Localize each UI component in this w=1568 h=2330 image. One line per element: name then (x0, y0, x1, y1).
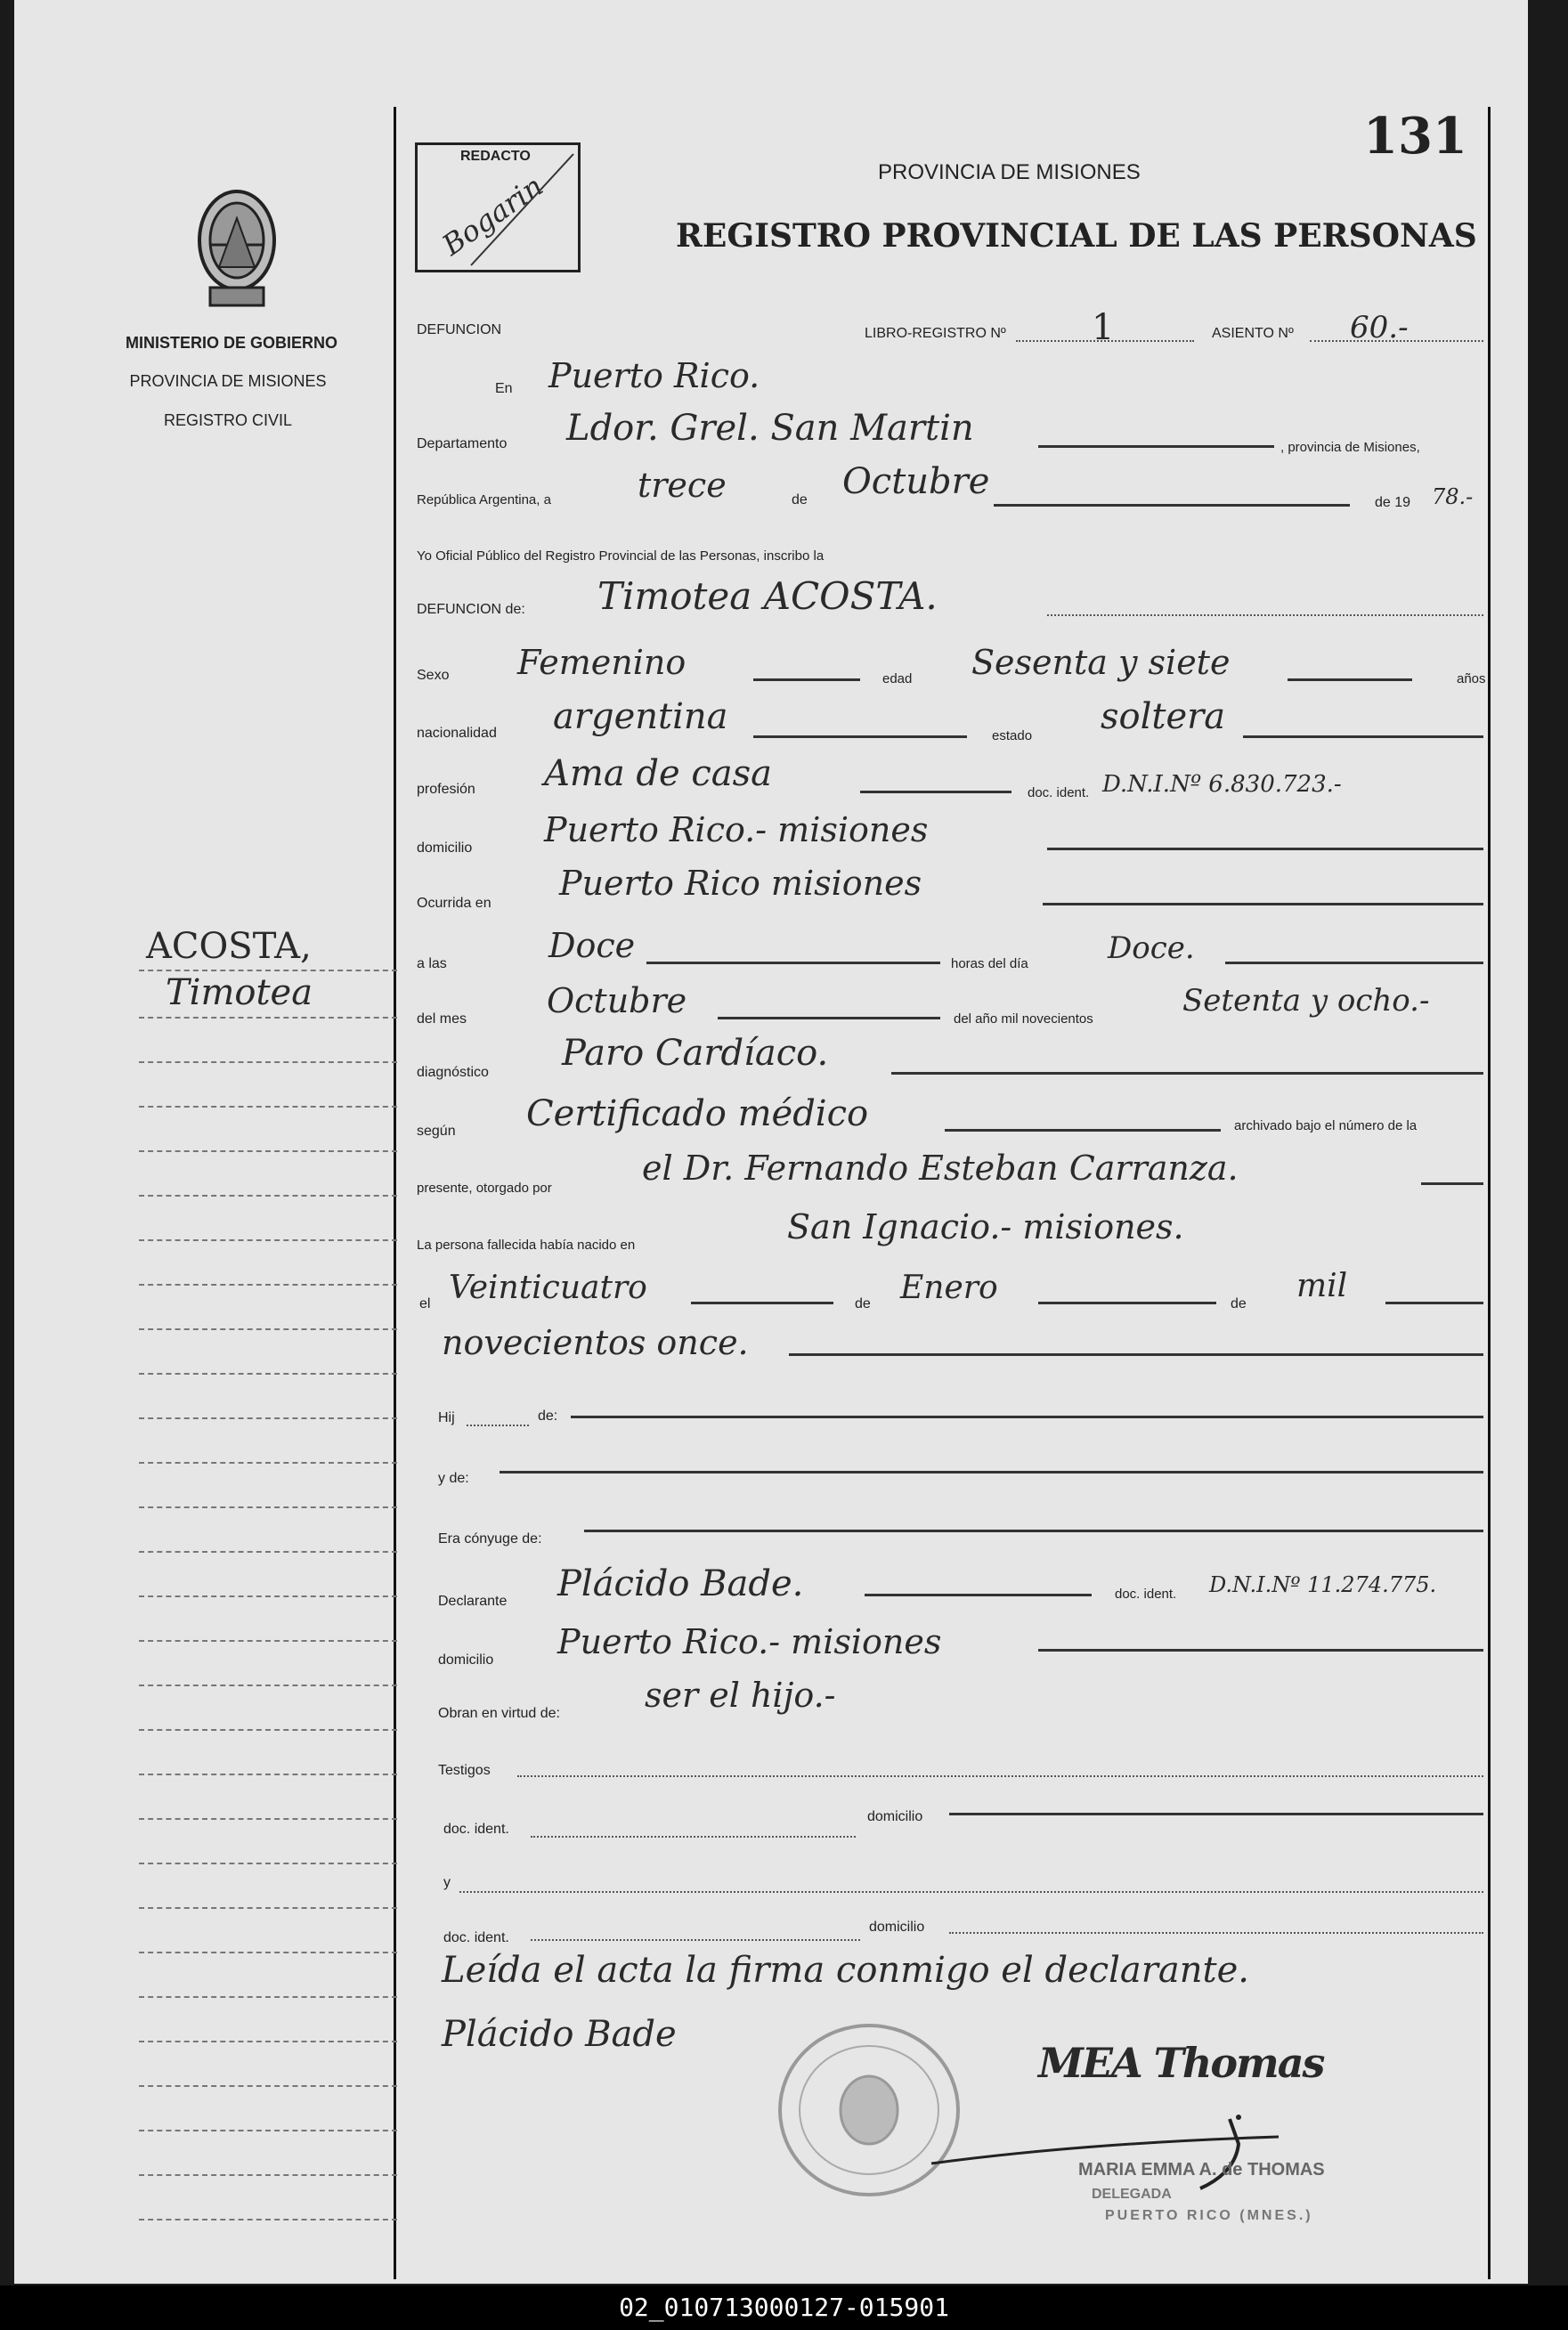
margin-given-name: Timotea (166, 972, 313, 1013)
horas-value: Doce. (1108, 930, 1195, 966)
a-las-line (646, 962, 940, 964)
margin-rule (139, 1551, 397, 1553)
margin-rule (139, 1863, 397, 1864)
stamp-name: MARIA EMMA A. de THOMAS (1078, 2160, 1325, 2180)
margin-rule (139, 1017, 397, 1019)
margin-rule (139, 1195, 397, 1197)
diagnostico-label: diagnóstico (417, 1065, 489, 1080)
doc-ident4-line (531, 1939, 860, 1941)
margin-rule (139, 1506, 397, 1508)
doc-ident-label: doc. ident. (1028, 785, 1090, 800)
margin-rule (139, 1284, 397, 1286)
del-ano-value: Setenta y ocho.- (1182, 983, 1430, 1019)
de2-label: de (855, 1296, 871, 1311)
civil-registry-label: REGISTRO CIVIL (163, 411, 293, 429)
signature-stroke (922, 2101, 1296, 2199)
de3-label: de (1231, 1296, 1247, 1311)
left-rule (394, 107, 396, 2279)
hij-line (467, 1425, 529, 1426)
domicilio2-label: domicilio (438, 1652, 494, 1668)
de3-value: mil (1296, 1268, 1348, 1304)
doc-ident2-value: D.N.I.Nº 11.274.775. (1209, 1572, 1437, 1597)
ministry-label: MINISTERIO DE GOBIERNO (126, 334, 338, 352)
domicilio4-line (949, 1932, 1483, 1934)
declarante-line (865, 1594, 1092, 1596)
estado-line (1243, 735, 1483, 738)
departamento-label: Departamento (417, 436, 508, 451)
defuncion-de-value: Timotea ACOSTA. (597, 574, 938, 618)
defuncion-de-label: DEFUNCION de: (417, 602, 525, 617)
diagnostico-value: Paro Cardíaco. (562, 1033, 829, 1074)
ocurrida-label: Ocurrida en (417, 896, 492, 911)
margin-rule (139, 970, 397, 971)
ocurrida-line (1043, 903, 1483, 905)
nacionalidad-label: nacionalidad (417, 726, 497, 741)
mes-line (994, 504, 1350, 507)
left-province-label: PROVINCIA DE MISIONES (129, 372, 327, 390)
right-rule (1488, 107, 1491, 2279)
sexo-value: Femenino (517, 643, 687, 682)
anio-value: 78.- (1432, 484, 1474, 509)
testigos-label: Testigos (438, 1763, 491, 1778)
page-number: 131 (1363, 107, 1467, 166)
margin-rule (139, 1150, 397, 1152)
yo-oficial-text: Yo Oficial Público del Registro Provincial de las Personas, inscribo la (417, 548, 825, 564)
declarante-label: Declarante (438, 1594, 508, 1609)
presente-label: presente, otorgado por (417, 1181, 552, 1196)
del-mes-value: Octubre (547, 981, 687, 1020)
profesion-label: profesión (417, 782, 475, 797)
margin-rule (139, 1907, 397, 1909)
edad-line (1288, 678, 1412, 681)
stamp-title: DELEGADA (1092, 2187, 1172, 2202)
presente-value: el Dr. Fernando Esteban Carranza. (642, 1149, 1239, 1188)
de2-line (1038, 1302, 1216, 1304)
segun-line (945, 1129, 1221, 1132)
doc-ident2-label: doc. ident. (1115, 1587, 1177, 1602)
margin-rule (139, 1818, 397, 1820)
profesion-value: Ama de casa (544, 753, 772, 794)
presente-line (1421, 1182, 1483, 1185)
nacido-value: San Ignacio.- misiones. (787, 1207, 1184, 1246)
margin-rule (139, 1774, 397, 1775)
del-mes-line (718, 1017, 940, 1019)
margin-rule (139, 1328, 397, 1330)
margin-surname: ACOSTA, (146, 926, 312, 967)
declarante-value: Plácido Bade. (557, 1563, 804, 1604)
margin-rule (139, 1685, 397, 1686)
obran-label: Obran en virtud de: (438, 1706, 560, 1721)
y-de-label: y de: (438, 1471, 469, 1486)
header-province: PROVINCIA DE MISIONES (878, 160, 1141, 184)
profesion-line (860, 791, 1011, 793)
asiento-line (1310, 340, 1483, 342)
margin-rule (139, 1239, 397, 1241)
departamento-value: Ldor. Grel. San Martin (566, 408, 974, 449)
y-label: y (443, 1875, 451, 1890)
dia-value: trece (638, 466, 727, 505)
a-las-value: Doce (548, 926, 636, 965)
estado-label: estado (992, 728, 1033, 743)
official-signature: MEA Thomas (1038, 2039, 1324, 2087)
departamento-line (1038, 445, 1274, 448)
de-label: de (792, 492, 808, 507)
libro-line (1016, 340, 1194, 342)
domicilio2-line (1038, 1649, 1483, 1652)
province-emblem-icon (183, 183, 290, 316)
asiento-label: ASIENTO Nº (1212, 326, 1294, 341)
margin-rule (139, 1595, 397, 1597)
de2-value: Enero (900, 1270, 998, 1306)
margin-rule (139, 2219, 397, 2220)
libro-label: LIBRO-REGISTRO Nº (865, 326, 1006, 341)
en-value: Puerto Rico. (548, 356, 760, 395)
margin-rule (139, 2041, 397, 2042)
en-label: En (495, 381, 513, 396)
margin-rule (139, 1996, 397, 1998)
margin-rule (139, 2130, 397, 2131)
doc-ident4-label: doc. ident. (443, 1930, 509, 1945)
sexo-label: Sexo (417, 668, 450, 683)
edad-value: Sesenta y siete (971, 643, 1231, 682)
margin-rule (139, 1417, 397, 1419)
margin-rule (139, 1952, 397, 1953)
redacto-diagonal (418, 145, 578, 270)
margin-rule (139, 1640, 397, 1642)
conyuge-line (584, 1530, 1483, 1532)
margin-rule (139, 1106, 397, 1108)
y-line (459, 1891, 1483, 1893)
scan-identifier: 02_010713000127-015901 (0, 2285, 1568, 2330)
doc-ident3-line (531, 1836, 856, 1838)
defuncion-label: DEFUNCION (417, 322, 502, 337)
segun-label: según (417, 1124, 456, 1139)
segun-value: Certificado médico (526, 1093, 869, 1134)
el-label: el (419, 1296, 431, 1311)
margin-rule (139, 2174, 397, 2176)
provincia-label: , provincia de Misiones, (1280, 440, 1420, 455)
domicilio3-line (949, 1813, 1483, 1815)
novecientos-value: novecientos once. (442, 1323, 749, 1362)
a-las-label: a las (417, 956, 447, 971)
hij-label: Hij (438, 1410, 455, 1425)
ocurrida-value: Puerto Rico misiones (559, 864, 922, 903)
de3-line (1385, 1302, 1483, 1304)
domicilio3-label: domicilio (867, 1809, 923, 1824)
redacto-label: REDACTO (460, 149, 531, 164)
mes-value: Octubre (842, 461, 990, 502)
conyuge-label: Era cónyuge de: (438, 1531, 542, 1547)
anio-label: de 19 (1375, 495, 1411, 510)
estado-value: soltera (1101, 696, 1226, 737)
nacionalidad-value: argentina (553, 696, 728, 737)
defuncion-de-line (1047, 614, 1483, 616)
asiento-value: 60.- (1350, 310, 1409, 345)
header-registry: REGISTRO PROVINCIAL DE LAS PERSONAS (676, 217, 1477, 255)
domicilio-value: Puerto Rico.- misiones (544, 810, 929, 849)
testigos-line (517, 1775, 1483, 1777)
de4-label: de: (538, 1409, 558, 1424)
de4-line (571, 1416, 1483, 1418)
domicilio4-label: domicilio (869, 1920, 925, 1935)
diagnostico-line (891, 1072, 1483, 1075)
nacido-label: La persona fallecida había nacido en (417, 1238, 636, 1253)
document-page (14, 0, 1528, 2284)
anos-label: años (1457, 671, 1486, 686)
edad-label: edad (882, 671, 913, 686)
margin-rule (139, 1373, 397, 1375)
archivado-label: archivado bajo el número de la (1234, 1118, 1418, 1133)
doc-ident-value: D.N.I.Nº 6.830.723.- (1102, 771, 1342, 798)
closing-line2: Plácido Bade (442, 2014, 677, 2055)
stamp-place: PUERTO RICO (MNES.) (1105, 2208, 1313, 2223)
redacto-signature: Bogarin (435, 168, 549, 263)
margin-rule (139, 1061, 397, 1063)
redacto-box (415, 142, 581, 272)
horas-line (1225, 962, 1483, 964)
domicilio2-value: Puerto Rico.- misiones (557, 1622, 942, 1661)
sexo-line (753, 678, 860, 681)
el-line (691, 1302, 833, 1304)
obran-value: ser el hijo.- (645, 1676, 836, 1715)
domicilio-line (1047, 848, 1483, 850)
el-value: Veinticuatro (449, 1270, 647, 1306)
del-ano-label: del año mil novecientos (954, 1011, 1093, 1027)
novecientos-line (789, 1353, 1483, 1356)
margin-rule (139, 1729, 397, 1731)
doc-ident3-label: doc. ident. (443, 1822, 509, 1837)
horas-label: horas del día (951, 956, 1028, 971)
republica-label: República Argentina, a (417, 492, 551, 507)
margin-rule (139, 1462, 397, 1464)
nacionalidad-line (753, 735, 967, 738)
libro-value: 1 (1092, 307, 1115, 348)
closing-line1: Leída el acta la firma conmigo el declarante. (442, 1950, 1249, 1991)
margin-rule (139, 2085, 397, 2087)
domicilio-label: domicilio (417, 840, 473, 856)
del-mes-label: del mes (417, 1011, 467, 1027)
y-de-line (500, 1471, 1483, 1474)
